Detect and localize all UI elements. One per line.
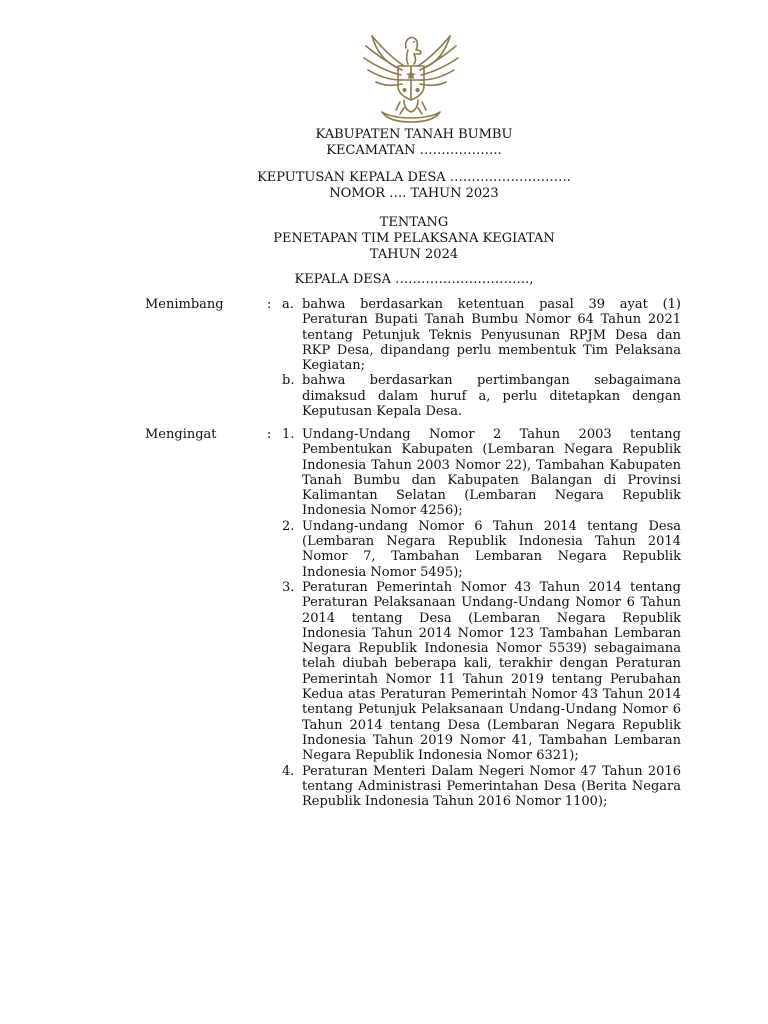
list-item [282,580,681,764]
menimbang-colon: : [267,297,272,312]
item-marker: 2. [282,518,295,534]
item-marker: 3. [282,579,295,595]
mengingat-list [282,427,681,809]
subject-line-1: PENETAPAN TIM PELAKSANA KEGIATAN [273,231,555,246]
menimbang-label: Menimbang [145,297,224,312]
item-marker: a. [282,297,294,312]
list-item [282,764,681,810]
mengingat-label: Mengingat [145,427,217,442]
item-text: bahwa berdasarkan pertimbangan sebagaimana dimaksud dalam huruf a, perlu ditetapkan dengan Keputusan Kepala Desa. [302,373,681,420]
item-marker: 4. [282,763,295,779]
decree-number: NOMOR …. TAHUN 2023 [329,186,499,201]
list-item [282,519,681,580]
item-text: bahwa berdasarkan ketentuan pasal 39 ayat (1) Peraturan Bupati Tanah Bumbu Nomor 64 Tahun 2021 tentang Petunjuk Teknis Penyusunan RPJM Desa dan RKP Desa, dipandang perlu membentuk Tim Pelaksana Kegiatan; [302,297,681,374]
list-item [282,373,681,419]
item-text: Peraturan Menteri Dalam Negeri Nomor 47 Tahun 2016 tentang Administrasi Pemerintahan Desa (Berita Negara Republik Indonesia Tahun 2016 Nomor 1100); [302,763,681,810]
decree-subject [120,215,708,263]
village-head-heading [120,272,708,288]
menimbang-list [282,297,681,419]
list-item [282,297,681,373]
item-text: Undang-Undang Nomor 2 Tahun 2003 tentang Pembentukan Kabupaten (Lembaran Negara Republik Indonesia Tahun 2003 Nomor 22), Tambahan Kabupaten Tanah Bumbu dan Kabupaten Balangan di Provinsi Kalimantan Selatan (Lembaran Negara Republik Indonesia Nomor 4256); [302,427,681,519]
village-head-title: KEPALA DESA …………………………., [294,272,534,287]
item-text: Peraturan Pemerintah Nomor 43 Tahun 2014 tentang Peraturan Pelaksanaan Undang-Undang Nomor 6 Tahun 2014 tentang Desa (Lembaran Negara Republik Indonesia Tahun 2014 Nomor 123 Tambahan Lembaran Negara Republik Indonesia Nomor 5539) sebagaimana telah diubah beberapa kali, terakhir dengan Peraturan Pemerintah Nomor 11 Tahun 2019 tentang Perubahan Kedua atas Peraturan Pemerintah Nomor 43 Tahun 2014 tentang Petunjuk Pelaksanaan Undang-Undang Nomor 6 Tahun 2014 tentang Desa (Lembaran Negara Republik Indonesia Tahun 2019 Nomor 41, Tambahan Lembaran Negara Republik Indonesia Nomor 6321); [302,579,681,764]
item-text: Undang-undang Nomor 6 Tahun 2014 tentang Desa (Lembaran Negara Republik Indonesia Tahun 2014 Nomor 7, Tambahan Lembaran Negara Republik Indonesia Nomor 5495); [302,518,681,580]
item-marker: b. [282,373,295,389]
district-name: KECAMATAN ………………. [326,143,502,158]
list-item [282,427,681,519]
subject-line-2: TAHUN 2024 [369,247,459,262]
letterhead [120,127,708,159]
decree-heading [120,170,708,202]
garuda-emblem-icon [358,28,464,126]
mengingat-colon: : [267,427,272,442]
subject-about: TENTANG [379,215,449,230]
decree-title: KEPUTUSAN KEPALA DESA ………………………. [257,170,571,185]
regency-name: KABUPATEN TANAH BUMBU [315,127,513,142]
item-marker: 1. [282,427,295,442]
